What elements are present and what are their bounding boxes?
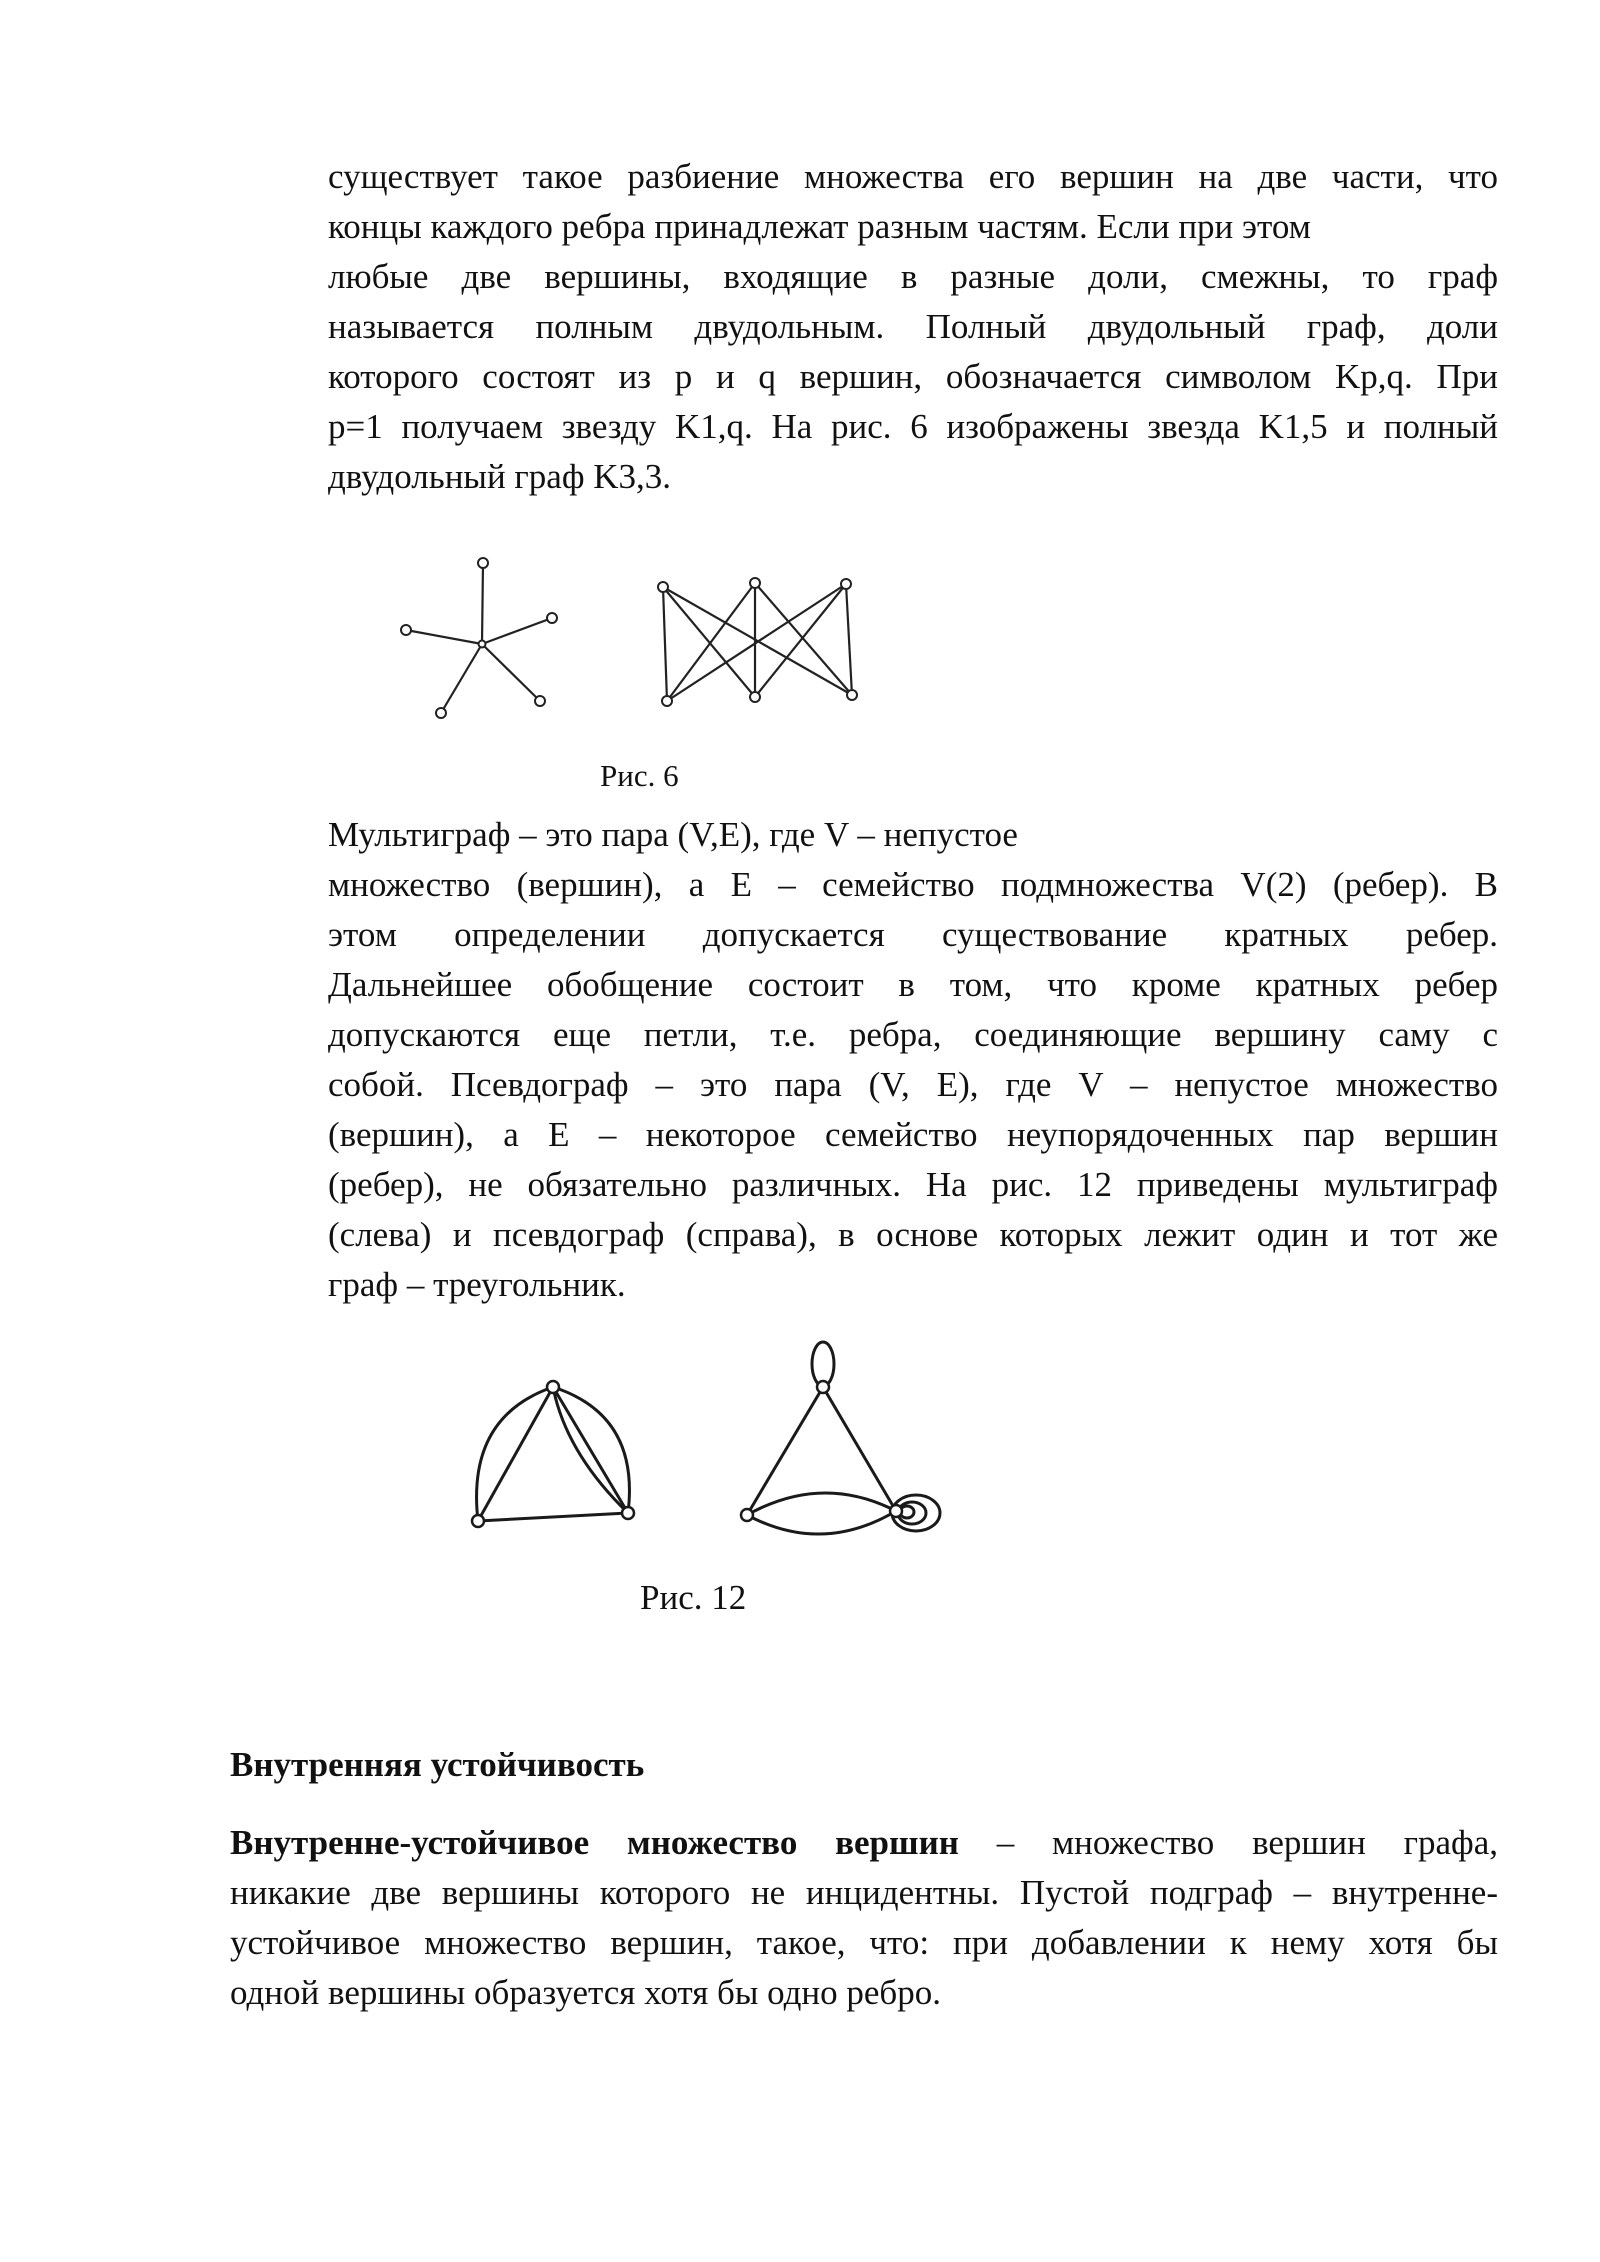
text-line: одной вершины образуется хотя бы одно ребро. — [230, 1973, 941, 2012]
pseudograph-edge — [747, 1511, 896, 1534]
figure-12 — [460, 1335, 980, 1555]
paragraph-multigraph — [328, 810, 1498, 1310]
vertex — [478, 558, 488, 568]
text-line: любые две вершины, входящие в разные доли, смежны, то граф — [328, 257, 1498, 296]
vertex — [662, 696, 672, 706]
vertex — [401, 625, 411, 635]
star-edge — [482, 644, 540, 701]
vertex — [479, 641, 486, 648]
text-line: (вершин), а E – некоторое семейство неупорядоченных пар вершин — [328, 1115, 1498, 1154]
star-edge — [406, 630, 482, 644]
text-line: собой. Псевдограф – это пара (V, E), где V – непустое множество — [328, 1065, 1498, 1104]
pseudograph-edge — [747, 1387, 823, 1515]
text-line: двудольный граф K3,3. — [328, 457, 672, 496]
vertex — [472, 1515, 484, 1527]
vertex — [741, 1509, 753, 1521]
vertex — [547, 1381, 559, 1393]
vertex — [535, 696, 545, 706]
pseudograph-loop — [812, 1342, 834, 1386]
paragraph-bipartite — [328, 152, 1498, 502]
vertex — [658, 582, 668, 592]
text-line: называется полным двудольным. Полный двудольный граф, доли — [328, 307, 1498, 346]
vertex — [547, 613, 557, 623]
figure-12-graphs — [460, 1335, 980, 1555]
text-line: Мультиграф – это пара (V,E), где V – непустое — [328, 815, 1018, 854]
vertex — [436, 708, 446, 718]
vertex — [750, 692, 760, 702]
text-line: допускаются еще петли, т.е. ребра, соединяющие вершину саму с — [328, 1015, 1498, 1054]
star-edge — [482, 563, 483, 644]
text-line: этом определении допускается существование кратных ребер. — [328, 915, 1498, 954]
section-heading: Внутренняя устойчивость — [230, 1745, 645, 1784]
text-line: (ребер), не обязательно различных. На рис. 12 приведены мультиграф — [328, 1165, 1498, 1204]
text-line: которого состоят из p и q вершин, обозначается символом Kp,q. При — [328, 357, 1498, 396]
text-line: граф – треугольник. — [328, 1265, 626, 1304]
figure-6-caption: Рис. 6 — [600, 758, 679, 793]
star-edge — [482, 618, 552, 644]
vertex — [750, 578, 760, 588]
vertex — [890, 1505, 902, 1517]
figure-6-graphs — [380, 540, 900, 730]
vertex — [847, 690, 857, 700]
vertex — [817, 1381, 829, 1393]
text-line: концы каждого ребра принадлежат разным частям. Если при этом — [328, 207, 1311, 246]
star-edge — [441, 644, 482, 713]
text-line: Дальнейшее обобщение состоит в том, что кроме кратных ребер — [328, 965, 1498, 1004]
figure-12-caption: Рис. 12 — [640, 1578, 747, 1617]
definition-text: – множество вершин графа, — [958, 1823, 1498, 1862]
text-line: множество (вершин), а E – семейство подмножества V(2) (ребер). В — [328, 865, 1498, 904]
paragraph-internal-stability — [230, 1818, 1498, 2018]
text-line: p=1 получаем звезду K1,q. На рис. 6 изображены звезда K1,5 и полный — [328, 407, 1498, 446]
pseudograph-edge — [747, 1493, 896, 1515]
text-line — [230, 1818, 1498, 1868]
multigraph-edge — [478, 1513, 628, 1521]
figure-6 — [380, 540, 900, 730]
text-line: устойчивое множество вершин, такое, что: при добавлении к нему хотя бы — [230, 1923, 1498, 1962]
defined-term: Внутренне-устойчивое множество вершин — [230, 1823, 959, 1862]
vertex — [841, 579, 851, 589]
text-line: никакие две вершины которого не инцидентны. Пустой подграф – внутренне- — [230, 1873, 1498, 1912]
text-line: (слева) и псевдограф (справа), в основе которых лежит один и тот же — [328, 1215, 1498, 1254]
vertex — [622, 1507, 634, 1519]
text-line: существует такое разбиение множества его вершин на две части, что — [328, 157, 1498, 196]
